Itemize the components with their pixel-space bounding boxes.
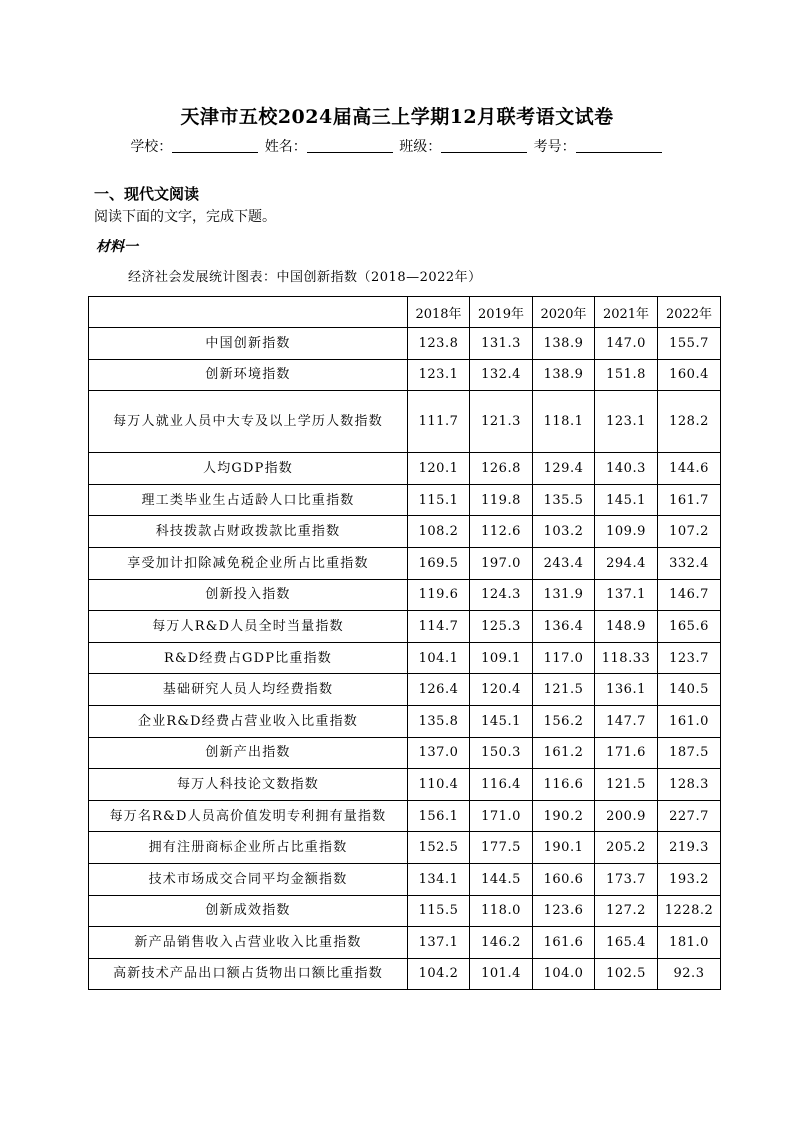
- school-label: 学校：: [130, 139, 173, 155]
- value-cell: 193.2: [658, 863, 721, 895]
- name-blank[interactable]: [307, 138, 393, 153]
- school-blank[interactable]: [172, 138, 258, 153]
- row-label: 企业R&D经费占营业收入比重指数: [89, 705, 408, 737]
- value-cell: 227.7: [658, 800, 721, 832]
- section-heading: 一、现代文阅读: [94, 185, 200, 203]
- value-cell: 109.1: [470, 642, 533, 674]
- table-row: [89, 484, 721, 516]
- value-cell: 131.9: [533, 579, 595, 611]
- value-cell: 169.5: [408, 547, 470, 579]
- row-label: R&D经费占GDP比重指数: [89, 642, 408, 674]
- value-cell: 112.6: [470, 516, 533, 548]
- table-row: [89, 579, 721, 611]
- value-cell: 177.5: [470, 832, 533, 864]
- value-cell: 134.1: [408, 863, 470, 895]
- table-caption: 经济社会发展统计图表：中国创新指数（2018—2022年）: [128, 270, 482, 285]
- value-cell: 103.2: [533, 516, 595, 548]
- value-cell: 101.4: [470, 958, 533, 990]
- table-row: [89, 359, 721, 391]
- value-cell: 125.3: [470, 611, 533, 643]
- value-cell: 147.7: [595, 705, 658, 737]
- value-cell: 187.5: [658, 737, 721, 769]
- value-cell: 152.5: [408, 832, 470, 864]
- value-cell: 131.3: [470, 328, 533, 360]
- value-cell: 123.1: [595, 391, 658, 453]
- value-cell: 118.33: [595, 642, 658, 674]
- value-cell: 197.0: [470, 547, 533, 579]
- value-cell: 243.4: [533, 547, 595, 579]
- row-label: 创新投入指数: [89, 579, 408, 611]
- row-label: 新产品销售收入占营业收入比重指数: [89, 927, 408, 959]
- value-cell: 146.7: [658, 579, 721, 611]
- row-label: 创新产出指数: [89, 737, 408, 769]
- table-row: [89, 328, 721, 360]
- row-label: 每万人R&D人员全时当量指数: [89, 611, 408, 643]
- value-cell: 116.6: [533, 769, 595, 801]
- name-label: 姓名：: [264, 139, 307, 155]
- row-label: 每万人科技论文数指数: [89, 769, 408, 801]
- value-cell: 126.8: [470, 453, 533, 485]
- row-label: 中国创新指数: [89, 328, 408, 360]
- value-cell: 110.4: [408, 769, 470, 801]
- table-row: [89, 611, 721, 643]
- row-label: 科技拨款占财政拨款比重指数: [89, 516, 408, 548]
- value-cell: 147.0: [595, 328, 658, 360]
- table-row: [89, 863, 721, 895]
- table-row: [89, 453, 721, 485]
- value-cell: 160.6: [533, 863, 595, 895]
- value-cell: 138.9: [533, 359, 595, 391]
- value-cell: 104.1: [408, 642, 470, 674]
- value-cell: 128.2: [658, 391, 721, 453]
- value-cell: 104.0: [533, 958, 595, 990]
- value-cell: 123.8: [408, 328, 470, 360]
- value-cell: 140.5: [658, 674, 721, 706]
- table-body: [89, 328, 721, 990]
- table-row: [89, 832, 721, 864]
- value-cell: 156.2: [533, 705, 595, 737]
- row-label: 每万人就业人员中大专及以上学历人数指数: [89, 391, 408, 453]
- value-cell: 136.4: [533, 611, 595, 643]
- value-cell: 294.4: [595, 547, 658, 579]
- value-cell: 151.8: [595, 359, 658, 391]
- value-cell: 121.3: [470, 391, 533, 453]
- value-cell: 92.3: [658, 958, 721, 990]
- value-cell: 119.6: [408, 579, 470, 611]
- table-row: [89, 391, 721, 453]
- value-cell: 145.1: [470, 705, 533, 737]
- table-row: [89, 958, 721, 990]
- value-cell: 190.1: [533, 832, 595, 864]
- value-cell: 115.5: [408, 895, 470, 927]
- table-row: [89, 547, 721, 579]
- table-header-cell: 2019年: [470, 297, 533, 328]
- table-row: [89, 642, 721, 674]
- value-cell: 123.7: [658, 642, 721, 674]
- value-cell: 200.9: [595, 800, 658, 832]
- material-label: 材料一: [96, 239, 138, 255]
- value-cell: 137.1: [595, 579, 658, 611]
- value-cell: 119.8: [470, 484, 533, 516]
- value-cell: 129.4: [533, 453, 595, 485]
- value-cell: 161.7: [658, 484, 721, 516]
- value-cell: 332.4: [658, 547, 721, 579]
- exam-number-label: 考号：: [533, 139, 576, 155]
- value-cell: 136.1: [595, 674, 658, 706]
- exam-number-blank[interactable]: [576, 138, 662, 153]
- table-header-cell: 2018年: [408, 297, 470, 328]
- row-label: 创新成效指数: [89, 895, 408, 927]
- value-cell: 128.3: [658, 769, 721, 801]
- value-cell: 121.5: [533, 674, 595, 706]
- value-cell: 116.4: [470, 769, 533, 801]
- value-cell: 132.4: [470, 359, 533, 391]
- value-cell: 115.1: [408, 484, 470, 516]
- class-blank[interactable]: [441, 138, 527, 153]
- value-cell: 108.2: [408, 516, 470, 548]
- value-cell: 118.0: [470, 895, 533, 927]
- value-cell: 171.6: [595, 737, 658, 769]
- value-cell: 156.1: [408, 800, 470, 832]
- value-cell: 171.0: [470, 800, 533, 832]
- value-cell: 111.7: [408, 391, 470, 453]
- value-cell: 160.4: [658, 359, 721, 391]
- value-cell: 150.3: [470, 737, 533, 769]
- table-row: [89, 737, 721, 769]
- class-label: 班级：: [399, 139, 442, 155]
- row-label: 创新环境指数: [89, 359, 408, 391]
- value-cell: 137.0: [408, 737, 470, 769]
- value-cell: 114.7: [408, 611, 470, 643]
- value-cell: 120.4: [470, 674, 533, 706]
- row-label: 人均GDP指数: [89, 453, 408, 485]
- value-cell: 144.6: [658, 453, 721, 485]
- table-header-cell: 2020年: [533, 297, 595, 328]
- value-cell: 127.2: [595, 895, 658, 927]
- value-cell: 123.1: [408, 359, 470, 391]
- value-cell: 155.7: [658, 328, 721, 360]
- value-cell: 161.6: [533, 927, 595, 959]
- student-info-line: [0, 136, 794, 156]
- value-cell: 161.0: [658, 705, 721, 737]
- value-cell: 148.9: [595, 611, 658, 643]
- row-label: 享受加计扣除减免税企业所占比重指数: [89, 547, 408, 579]
- value-cell: 146.2: [470, 927, 533, 959]
- row-label: 高新技术产品出口额占货物出口额比重指数: [89, 958, 408, 990]
- row-label: 每万名R&D人员高价值发明专利拥有量指数: [89, 800, 408, 832]
- value-cell: 123.6: [533, 895, 595, 927]
- value-cell: 120.1: [408, 453, 470, 485]
- innovation-index-table: [88, 296, 721, 990]
- value-cell: 118.1: [533, 391, 595, 453]
- value-cell: 190.2: [533, 800, 595, 832]
- table-header-cell: [89, 297, 408, 328]
- table-row: [89, 516, 721, 548]
- table-row: [89, 769, 721, 801]
- value-cell: 165.4: [595, 927, 658, 959]
- value-cell: 165.6: [658, 611, 721, 643]
- table-header-cell: 2022年: [658, 297, 721, 328]
- value-cell: 1228.2: [658, 895, 721, 927]
- page-title: 天津市五校2024届高三上学期12月联考语文试卷: [180, 106, 614, 128]
- table-row: [89, 800, 721, 832]
- row-label: 理工类毕业生占适龄人口比重指数: [89, 484, 408, 516]
- table-row: [89, 927, 721, 959]
- value-cell: 135.8: [408, 705, 470, 737]
- value-cell: 137.1: [408, 927, 470, 959]
- value-cell: 205.2: [595, 832, 658, 864]
- table-row: [89, 674, 721, 706]
- table-row: [89, 705, 721, 737]
- table-row: [89, 895, 721, 927]
- row-label: 基础研究人员人均经费指数: [89, 674, 408, 706]
- value-cell: 144.5: [470, 863, 533, 895]
- row-label: 拥有注册商标企业所占比重指数: [89, 832, 408, 864]
- table-header-cell: 2021年: [595, 297, 658, 328]
- row-label: 技术市场成交合同平均金额指数: [89, 863, 408, 895]
- value-cell: 138.9: [533, 328, 595, 360]
- value-cell: 173.7: [595, 863, 658, 895]
- value-cell: 109.9: [595, 516, 658, 548]
- value-cell: 219.3: [658, 832, 721, 864]
- value-cell: 181.0: [658, 927, 721, 959]
- value-cell: 135.5: [533, 484, 595, 516]
- value-cell: 140.3: [595, 453, 658, 485]
- value-cell: 124.3: [470, 579, 533, 611]
- value-cell: 107.2: [658, 516, 721, 548]
- instruction-text: 阅读下面的文字，完成下题。: [94, 209, 276, 225]
- value-cell: 117.0: [533, 642, 595, 674]
- value-cell: 126.4: [408, 674, 470, 706]
- value-cell: 121.5: [595, 769, 658, 801]
- table-header-row: [89, 297, 721, 328]
- value-cell: 104.2: [408, 958, 470, 990]
- value-cell: 102.5: [595, 958, 658, 990]
- value-cell: 161.2: [533, 737, 595, 769]
- value-cell: 145.1: [595, 484, 658, 516]
